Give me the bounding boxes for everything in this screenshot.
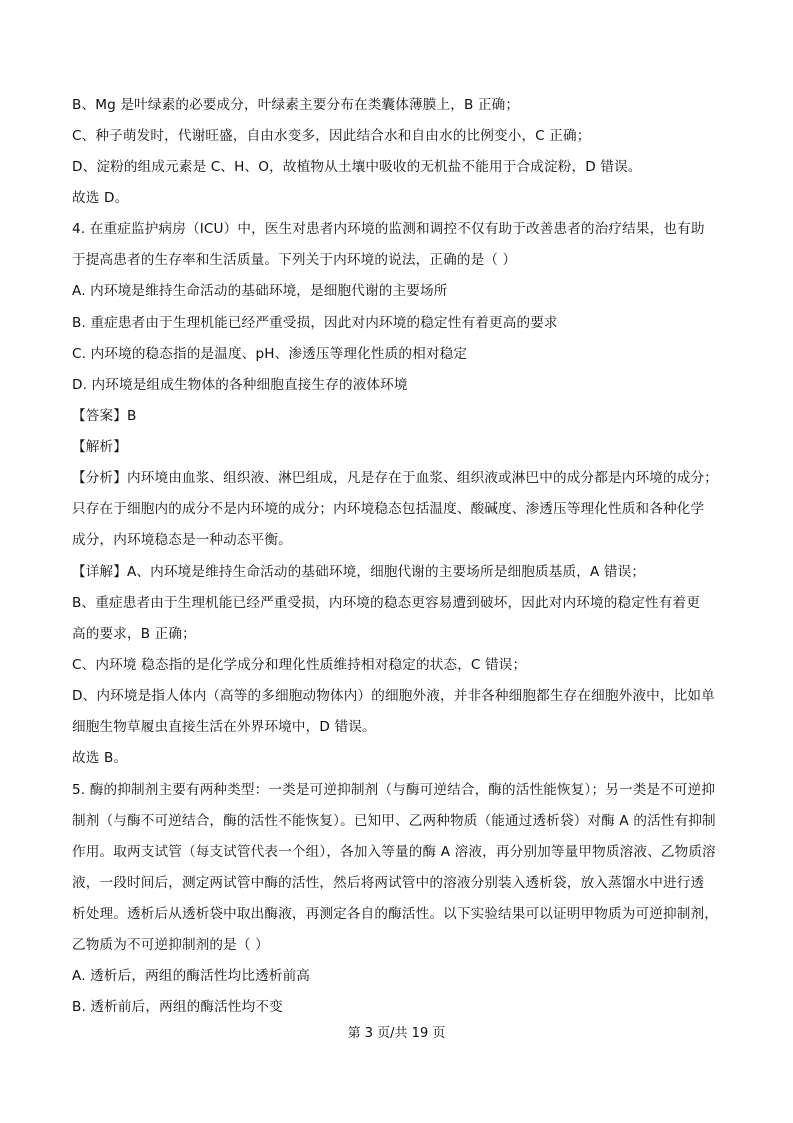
text-line: 故选 B。 xyxy=(72,750,128,766)
question-5-stem: 液，一段时间后，测定两试管中酶的活性，然后将两试管中的溶液分别装入透析袋，放入蒸馏水中进行透 xyxy=(72,875,705,891)
option-b: B. 透析前后，两组的酶活性均不变 xyxy=(72,999,283,1015)
option-a: A. 透析后，两组的酶活性均比透析前高 xyxy=(72,968,311,984)
question-5-stem: 作用。取两支试管（每支试管代表一个组），各加入等量的酶 A 溶液，再分别加等量甲物质溶液、乙物质溶 xyxy=(72,844,716,860)
text-line: D、淀粉的组成元素是 C、H、O，故植物从土壤中吸收的无机盐不能用于合成淀粉，D 错误。 xyxy=(72,159,642,175)
question-5-stem: 5. 酶的抑制剂主要有两种类型：一类是可逆抑制剂（与酶可逆结合，酶的活性能恢复）；另一类是不可逆抑 xyxy=(72,782,716,798)
detail-text: C、内环境 稳态指的是化学成分和理化性质维持相对稳定的状态，C 错误； xyxy=(72,657,527,673)
option-d: D. 内环境是组成生物体的各种细胞直接生存的液体环境 xyxy=(72,377,408,393)
analysis-text: 只存在于细胞内的成分不是内环境的成分；内环境稳态包括温度、酸碱度、渗透压等理化性质和各种化学 xyxy=(72,501,705,517)
detail-text: 高的要求，B 正确； xyxy=(72,626,196,642)
option-b: B. 重症患者由于生理机能已经严重受损，因此对内环境的稳定性有着更高的要求 xyxy=(72,315,558,331)
option-c: C. 内环境的稳态指的是温度、pH、渗透压等理化性质的相对稳定 xyxy=(72,346,468,362)
question-5-stem: 析处理。透析后从透析袋中取出酶液，再测定各自的酶活性。以下实验结果可以证明甲物质为可逆抑制剂， xyxy=(72,906,718,922)
text-line: 故选 D。 xyxy=(72,190,129,206)
detail-text: B、重症患者由于生理机能已经严重受损，内环境的稳态更容易遭到破坏，因此对内环境的稳定性有着更 xyxy=(72,595,700,611)
option-a: A. 内环境是维持生命活动的基础环境，是细胞代谢的主要场所 xyxy=(72,283,448,299)
detail-text: 细胞生物草履虫直接生活在外界环境中，D 错误。 xyxy=(72,719,376,735)
text-line: C、种子萌发时，代谢旺盛，自由水变多，因此结合水和自由水的比例变小，C 正确； xyxy=(72,128,591,144)
analysis-text: 【分析】内环境由血浆、组织液、淋巴组成，凡是存在于血浆、组织液或淋巴中的成分都是内环境的成分； xyxy=(72,470,718,486)
text-line: B、Mg 是叶绿素的必要成分，叶绿素主要分布在类囊体薄膜上，B 正确； xyxy=(72,97,520,113)
answer-label: 【答案】B xyxy=(72,408,137,424)
question-4-stem: 于提高患者的生存率和生活质量。下列关于内环境的说法，正确的是（ ） xyxy=(72,252,517,268)
question-4-stem: 4. 在重症监护病房（ICU）中，医生对患者内环境的监测和调控不仅有助于改善患者的治疗结果，也有助 xyxy=(72,221,705,237)
detail-text: D、内环境是指人体内（高等的多细胞动物体内）的细胞外液，并非各种细胞都生存在细胞外液中，比如单 xyxy=(72,688,715,704)
question-5-stem: 制剂（与酶不可逆结合，酶的活性不能恢复）。已知甲、乙两种物质（能通过透析袋）对酶 A 的活性有抑制 xyxy=(72,813,716,829)
question-5-stem: 乙物质为不可逆抑制剂的是（ ） xyxy=(72,937,269,953)
detail-text: 【详解】A、内环境是维持生命活动的基础环境，细胞代谢的主要场所是细胞质基质，A 错误； xyxy=(72,564,646,580)
analysis-text: 成分，内环境稳态是一种动态平衡。 xyxy=(72,532,292,548)
page-footer: 第 3 页/共 19 页 xyxy=(347,1026,446,1041)
analysis-heading: 【解析】 xyxy=(72,439,127,455)
